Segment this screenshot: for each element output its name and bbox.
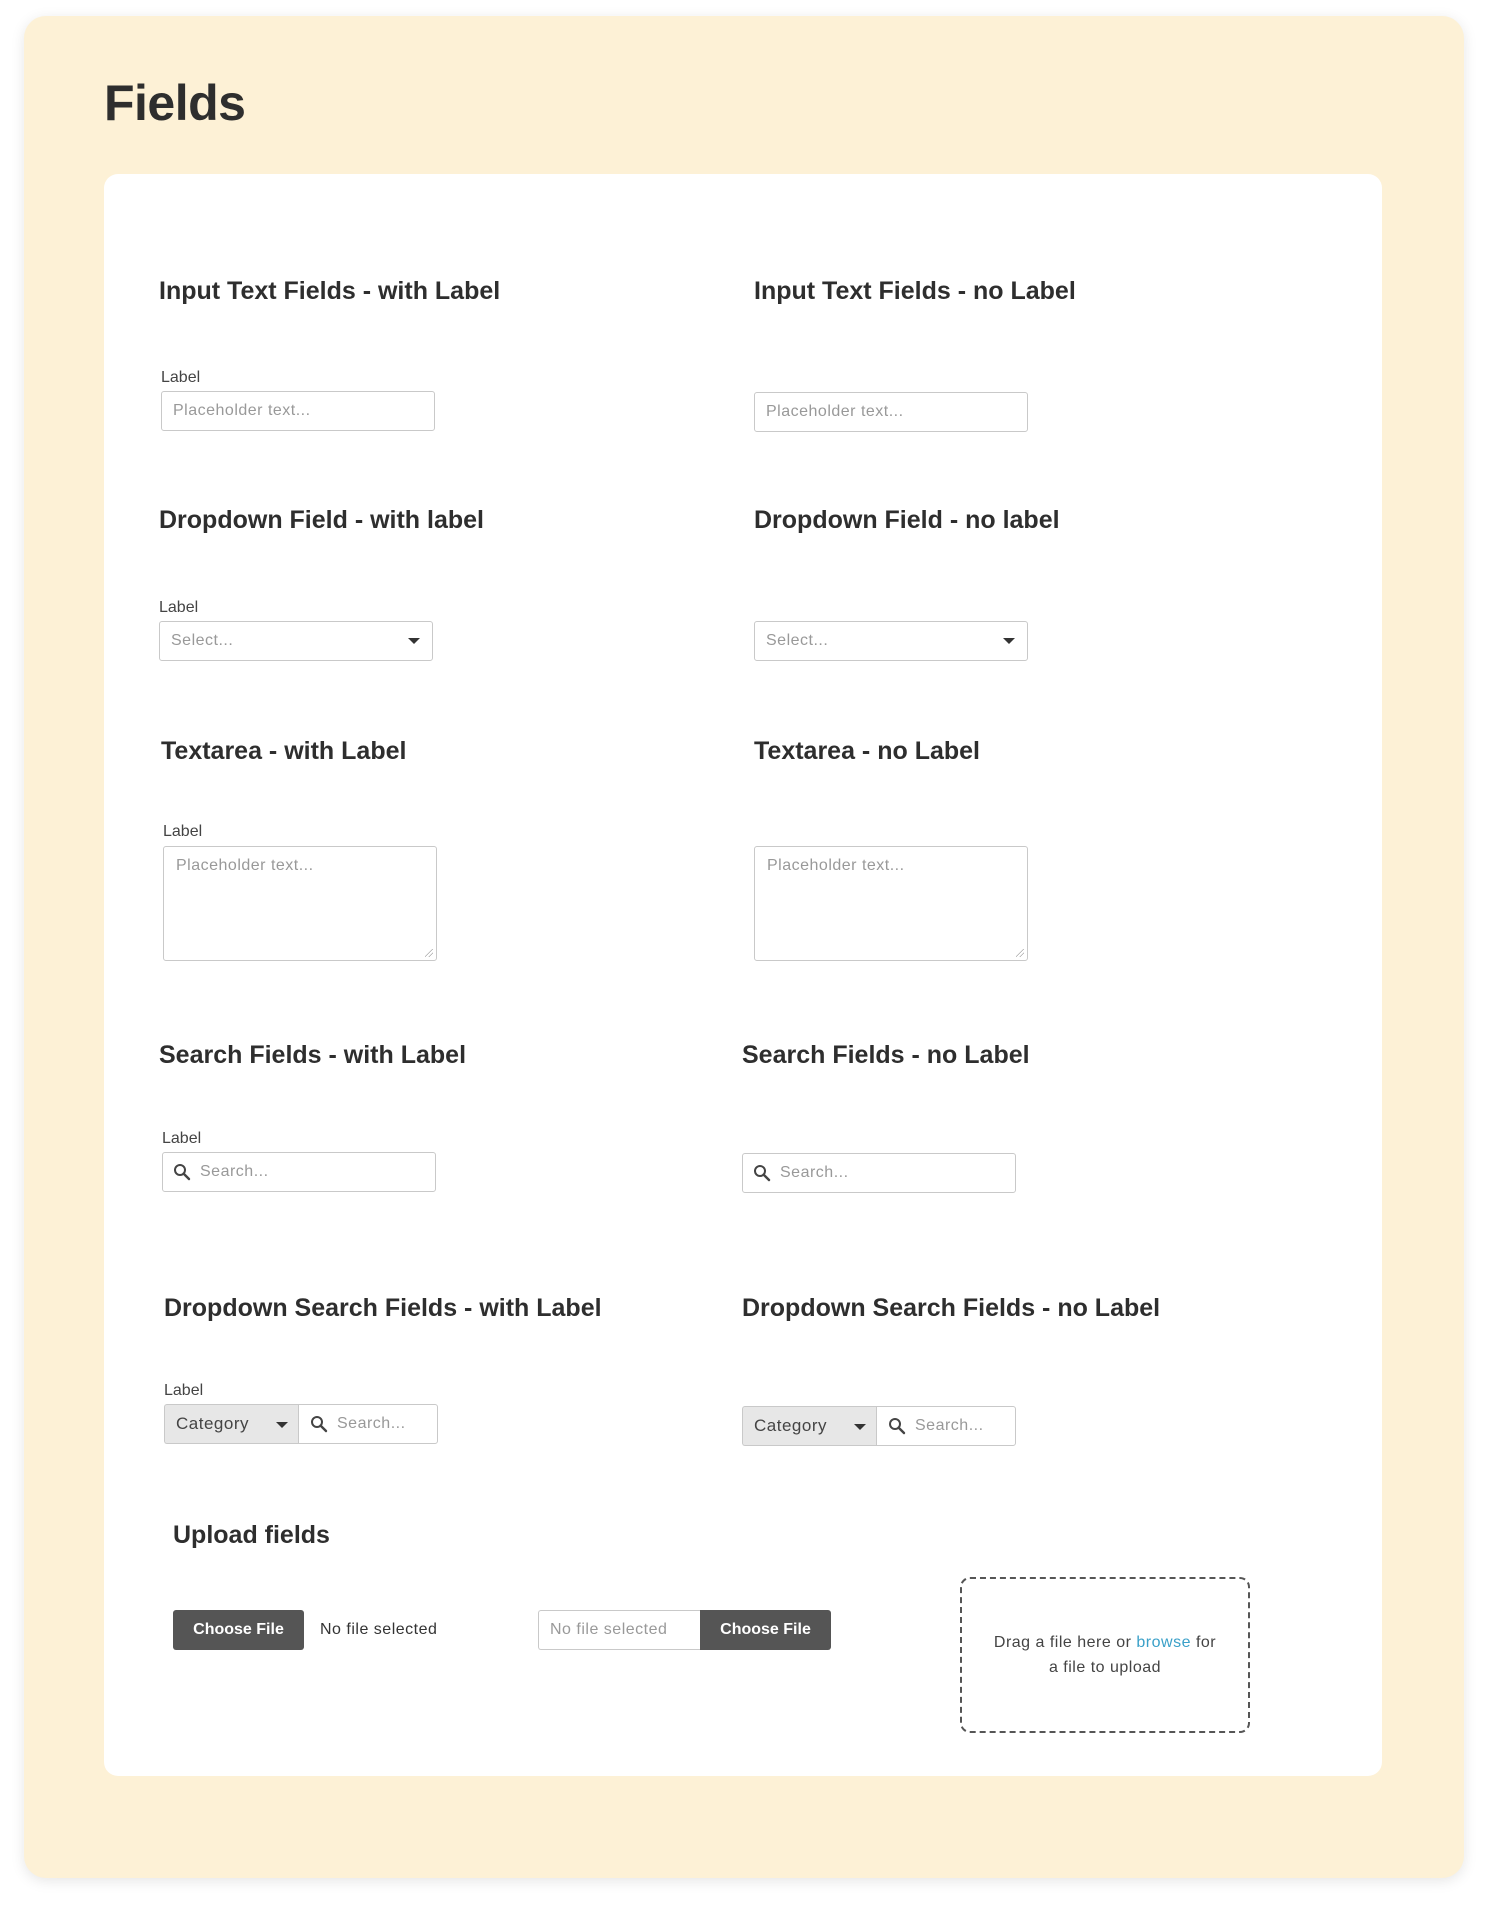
section-title-input-no-label: Input Text Fields - no Label <box>754 277 1076 305</box>
search-placeholder: Search... <box>200 1163 269 1180</box>
search-input-with-label[interactable] <box>162 1152 436 1192</box>
textarea-no-label[interactable] <box>754 846 1028 961</box>
search-placeholder: Search... <box>780 1164 849 1181</box>
dropdown-placeholder: Select... <box>766 632 829 649</box>
search-placeholder: Search... <box>915 1417 984 1434</box>
caret-down-icon <box>1003 638 1015 644</box>
section-title-textarea-no-label: Textarea - no Label <box>754 737 980 765</box>
section-title-dropdown-no-label: Dropdown Field - no label <box>754 506 1060 534</box>
search-input-no-label[interactable] <box>742 1153 1016 1193</box>
dropdown-with-label[interactable] <box>159 621 433 661</box>
dropdown-search-no-label <box>742 1406 1016 1446</box>
dd-search-label: Label <box>164 1382 204 1399</box>
search-icon <box>310 1415 328 1433</box>
text-input-with-label[interactable]: Placeholder text... <box>161 391 435 431</box>
page-title: Fields <box>104 75 246 131</box>
resize-handle-icon[interactable] <box>1016 949 1024 957</box>
textarea-placeholder: Placeholder text... <box>176 857 314 874</box>
category-value: Category <box>176 1414 249 1433</box>
textarea-with-label[interactable] <box>163 846 437 961</box>
page-frame <box>24 16 1464 1878</box>
dropdown-search-with-label <box>164 1404 438 1444</box>
category-select[interactable] <box>742 1406 876 1446</box>
dropdown-placeholder: Select... <box>171 632 234 649</box>
caret-down-icon <box>408 638 420 644</box>
choose-file-button-attached[interactable]: Choose File <box>700 1610 831 1650</box>
search-icon <box>173 1163 191 1181</box>
dropdown-label: Label <box>159 599 199 616</box>
dropzone-prefix: Drag a file here or <box>993 1634 1132 1651</box>
input-label: Label <box>161 369 201 386</box>
resize-handle-icon[interactable] <box>425 949 433 957</box>
search-placeholder: Search... <box>337 1415 406 1432</box>
file-name-box: No file selected <box>538 1610 700 1650</box>
section-title-dd-search-with-label: Dropdown Search Fields - with Label <box>164 1294 602 1322</box>
dropzone-suffix: for a file to upload <box>1048 1634 1217 1676</box>
category-search-input[interactable] <box>876 1406 1016 1446</box>
search-icon <box>753 1164 771 1182</box>
file-status-text: No file selected <box>320 1621 438 1638</box>
browse-link[interactable]: browse <box>1136 1634 1191 1651</box>
caret-down-icon <box>854 1424 866 1430</box>
section-title-dd-search-no-label: Dropdown Search Fields - no Label <box>742 1294 1161 1322</box>
category-select[interactable] <box>164 1404 298 1444</box>
textarea-label: Label <box>163 823 203 840</box>
section-title-search-no-label: Search Fields - no Label <box>742 1041 1030 1069</box>
file-dropzone[interactable] <box>960 1577 1250 1733</box>
category-value: Category <box>754 1416 827 1435</box>
section-title-dropdown-with-label: Dropdown Field - with label <box>159 506 484 534</box>
section-title-input-with-label: Input Text Fields - with Label <box>159 277 501 305</box>
section-title-textarea-with-label: Textarea - with Label <box>161 737 407 765</box>
fields-card <box>104 174 1382 1776</box>
category-search-input[interactable] <box>298 1404 438 1444</box>
section-title-upload: Upload fields <box>173 1521 330 1549</box>
search-label: Label <box>162 1130 202 1147</box>
dropdown-no-label[interactable] <box>754 621 1028 661</box>
caret-down-icon <box>276 1422 288 1428</box>
text-input-no-label[interactable]: Placeholder text... <box>754 392 1028 432</box>
choose-file-button[interactable]: Choose File <box>173 1610 304 1650</box>
search-icon <box>888 1417 906 1435</box>
section-title-search-with-label: Search Fields - with Label <box>159 1041 467 1069</box>
dropzone-text <box>988 1630 1222 1680</box>
textarea-placeholder: Placeholder text... <box>767 857 905 874</box>
